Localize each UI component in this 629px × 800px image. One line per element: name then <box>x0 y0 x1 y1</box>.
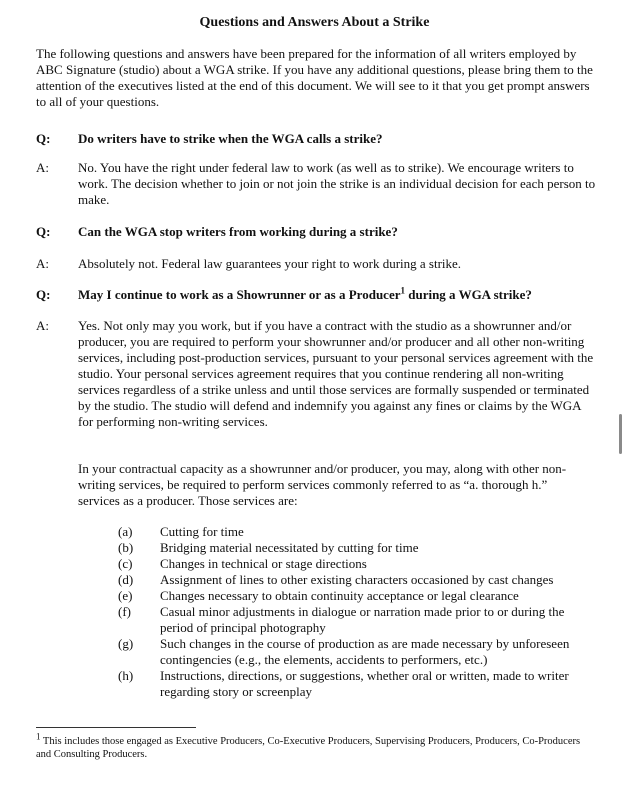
list-item-text: Bridging material necessitated by cutting for time <box>160 540 419 555</box>
question-text-start: May I continue to work as a Showrunner or as a Producer <box>78 287 401 302</box>
answer-text: No. You have the right under federal law to work (as well as to strike). We encourage writers to work. The decision whether to join or not join the strike is an individual decision for each person to make. <box>78 160 596 207</box>
services-paragraph: In your contractual capacity as a showrunner and/or producer, you may, along with other non-writing services, be required to perform services commonly referred to as “a. thorough h.” services as a producer. Those services are: <box>78 461 567 508</box>
answer-label: A: <box>36 318 49 333</box>
intro-paragraph: The following questions and answers have been prepared for the information of all writers employed by ABC Signature (studio) about a WGA strike. If you have any additional questions, please bring them to the attention of the executives listed at the end of this document. We will see to it that you get prompt answers to all of your questions. <box>36 46 593 109</box>
answer-text: Yes. Not only may you work, but if you have a contract with the studio as a showrunner and/or producer, you are required to perform your showrunner and/or producer and all other non-writing services, including post-production services, pursuant to your personal services agreement with the studio. Your personal services agreement requires that you continue rendering all non-writing services regardless of a strike unless and until those services are formally suspended or terminated by the studio. The studio will defend and indemnify you against any fines or claims by the WGA for performing non-writing services. <box>78 318 594 429</box>
list-item-text: Changes in technical or stage directions <box>160 556 367 571</box>
list-item-label: (d) <box>118 572 134 587</box>
list-item-label: (e) <box>118 588 133 603</box>
answer-label: A: <box>36 160 49 175</box>
list-item-text: Cutting for time <box>160 524 244 539</box>
list-item <box>118 540 578 556</box>
list-item-label: (g) <box>118 636 134 651</box>
answer-label: A: <box>36 256 49 271</box>
list-item <box>118 556 578 572</box>
list-item-text: Casual minor adjustments in dialogue or narration made prior to or during the period of principal photography <box>160 604 565 635</box>
list-item <box>118 588 578 604</box>
list-item <box>118 572 578 588</box>
answer-text: Absolutely not. Federal law guarantees your right to work during a strike. <box>78 256 462 271</box>
page-title: Questions and Answers About a Strike <box>199 15 430 30</box>
list-item-label: (c) <box>118 556 133 571</box>
question-text <box>78 287 598 303</box>
list-item-label: (h) <box>118 668 134 683</box>
list-item-text: Assignment of lines to other existing characters occasioned by cast changes <box>160 572 554 587</box>
list-item-label: (a) <box>118 524 133 539</box>
vertical-scrollbar[interactable] <box>619 414 622 454</box>
question-text: Do writers have to strike when the WGA calls a strike? <box>78 131 383 146</box>
list-item <box>118 604 578 636</box>
list-item <box>118 524 578 540</box>
footnote-reference: 1 <box>400 285 405 296</box>
list-item <box>118 668 578 700</box>
services-list <box>118 524 578 700</box>
question-label: Q: <box>36 287 51 302</box>
question-text-end: during a WGA strike? <box>404 287 532 302</box>
footnote <box>36 731 596 761</box>
question-label: Q: <box>36 224 51 239</box>
list-item <box>118 636 578 668</box>
question-text: Can the WGA stop writers from working during a strike? <box>78 224 398 239</box>
footnote-text: This includes those engaged as Executive Producers, Co-Executive Producers, Supervising Producers, Producers, Co-Producers and Consulting Producers. <box>36 736 581 760</box>
footnote-divider <box>36 727 196 728</box>
list-item-text: Such changes in the course of production as are made necessary by unforeseen contingencies (e.g., the elements, accidents to performers, etc.) <box>160 636 570 667</box>
list-item-label: (b) <box>118 540 134 555</box>
list-item-label: (f) <box>118 604 131 619</box>
footnote-mark: 1 <box>36 731 41 742</box>
list-item-text: Changes necessary to obtain continuity acceptance or legal clearance <box>160 588 519 603</box>
list-item-text: Instructions, directions, or suggestions, whether oral or written, made to writer regarding story or screenplay <box>160 668 569 699</box>
question-label: Q: <box>36 131 51 146</box>
